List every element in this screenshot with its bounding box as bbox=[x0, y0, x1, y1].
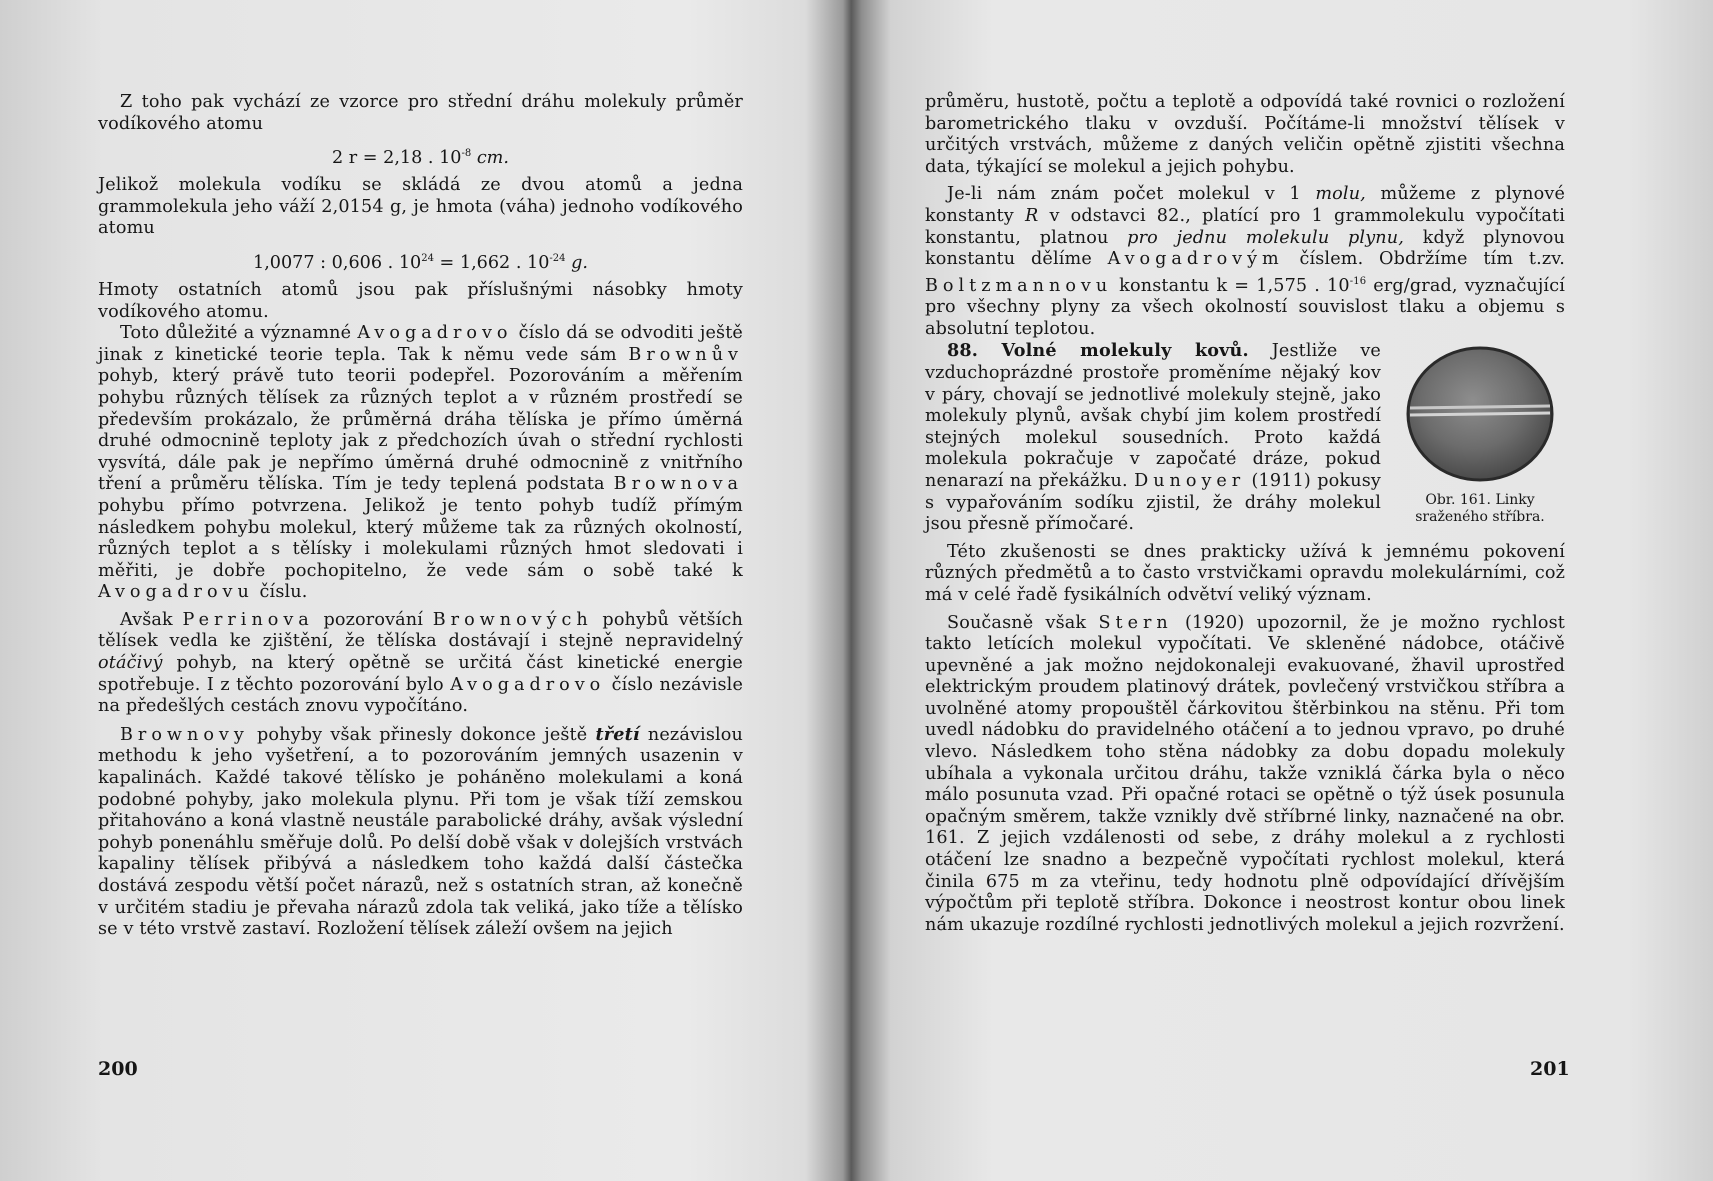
left-page bbox=[98, 92, 743, 941]
paragraph: Brownovy pohyby však přinesly dokonce ještě třetí nezávislou methodu k jeho vyšetření, a to pozorováním jemných usazenin v kapalinách. Každé takové tělísko je poháněno molekulami a koná podobné pohyby, jako molekula plynu. Při tom je však tíží zemskou přitahováno a koná vlastně neustále parabolické dráhy, avšak výslední pohyb ponenáhlu směřuje dolů. Po delší době však v dolejších vrstvách kapaliny tělísek přibývá a následkem toho každá další částečka dostává zespodu větší počet nárazů, než s ostatních stran, až konečně v určitém stadiu je převaha nárazů zdola tak veliká, jako tíže a tělísko se v této vrstvě zastaví. Rozložení tělísek záleží ovšem na jejich bbox=[98, 723, 744, 940]
paragraph: Této zkušenosti se dnes prakticky užívá k jemnému pokovení různých předmětů a to často vrstvičkami opravdu molekulárními, což má v celé řadě fysikálních odvětví veliký význam. bbox=[925, 541, 1565, 605]
paragraph: Toto důležité a významné Avogadrovo číslo dá se odvoditi ještě jinak z kinetické teorie tepla. Tak k němu vede sám Brownův pohyb, který právě tuto teorii podepřel. Pozorováním a měřením pohybu různých tělísek za různých teplot a v různém prostředí se především prokázalo, že průměrná dráha tělíska je přímo úměrná druhé odmocnině teploty jak z předchozích úvah o střední rychlosti vysvítá, dále pak je nepřímo úměrná druhé odmocnině z vnitřního tření a průměru tělíska. Tím je tedy teplená podstata Brownova pohybu přímo potvrzena. Jelikož je tento pohyb tudíž přímým následkem pohybu molekul, který můžeme tak za různých okolností, různých teplot a s tělísky i molekulami různých hmot sledovati i měřiti, je dobře pochopitelno, že vede sám o sobě také k Avogadrovu číslu. bbox=[98, 323, 743, 603]
right-page bbox=[925, 92, 1565, 936]
page-number: 201 bbox=[1530, 1058, 1570, 1080]
formula-atom-mass: 1,0077 : 0,606 . $10^{24} = 1,662$ . $10^{-24}$ g. bbox=[253, 252, 588, 273]
formula-atom-diameter: 2 r = 2,18 . $10^{-8}$ cm. bbox=[332, 148, 509, 169]
figure-161 bbox=[1395, 346, 1565, 526]
silver-lines-disc-image bbox=[1400, 346, 1560, 484]
paragraph: Jelikož molekula vodíku se skládá ze dvou atomů a jedna grammolekula jeho váží 2,0154 g, je hmota (váha) jednoho vodíkového atomu bbox=[98, 175, 743, 239]
paragraph: Hmoty ostatních atomů jsou pak příslušnými násobky hmoty vodíkového atomu. bbox=[98, 279, 743, 322]
paragraph: Je-li nám znám počet molekul v 1 molu, můžeme z plynové konstanty R v odstavci 82., platící pro 1 grammolekulu vypočítati konstantu, platnou pro jednu molekulu plynu, když plynovou konstantu dělíme Avogadrovým číslem. Obdržíme tím t.zv. Boltzmannovu konstantu k = 1,575 . $10^{-16}$ erg/grad, vyznačující pro všechny plyny za všech okolností souvislost tlaku a objemu s absolutní teplotou. bbox=[925, 184, 1566, 339]
page-number: 200 bbox=[98, 1058, 138, 1080]
paragraph: Z toho pak vychází ze vzorce pro střední dráhu molekuly průměr vodíkového atomu bbox=[98, 92, 743, 134]
paragraph: průměru, hustotě, počtu a teplotě a odpovídá také rovnici o rozložení barometrického tlaku v ovzduší. Počítáme-li množství tělísek v určitých vrstvách, můžeme z daných veličin opětně zjistiti všechna data, týkající se molekul a jejich pohybu. bbox=[925, 92, 1565, 177]
figure-caption: Obr. 161. Linky sraženého stříbra. bbox=[1415, 492, 1545, 526]
paragraph: Avšak Perrinova pozorování Brownových pohybů větších tělísek vedla ke zjištění, že tělíska dostávají i stejně nepravidelný otáčivý pohyb, na který opětně se určitá část kinetické energie spotřebuje. I z těchto pozorování bylo Avogadrovo číslo nezávisle na předešlých cestách znovu vypočítáno. bbox=[98, 609, 744, 717]
paragraph: Současně však Stern (1920) upozornil, že je možno rychlost takto letících molekul vypočítati. Ve skleněné nádobce, otáčivě upevněné a jak možno nejdokonaleji evakuované, žhavil uprostřed elektrickým proudem platinový drátek, povlečený vrstvičkou stříbra a uvolněné atomy propouštěl čárkovitou štěrbinkou na stěnu. Při tom uvedl nádobku do pravidelného otáčení a to jednou vpravo, po druhé vlevo. Následkem toho stěna nádobky za dobu dopadu molekuly ubíhala a vykonala určitou dráhu, takže vzniklá čárka byla o něco málo posunuta vzad. Při opačné rotaci se opětně o týž úsek posunula opačným směrem, takže vznikly dvě stříbrné linky, naznačené na obr. 161. Z jejich vzdálenosti od sebe, z dráhy molekul a z rychlosti otáčení lze snadno a bezpečně vypočítati rychlost molekul, která činila 675 m za vteřinu, tedy hodnotu plně odpovídající dřívějším výpočtům při teplotě stříbra. Dokonce i neostrost kontur obou linek nám ukazuje rozdílné rychlosti jednotlivých molekul a jejich rozvržení. bbox=[925, 612, 1565, 935]
paragraph: 88. Volné molekuly kovů. Jestliže ve vzduchoprázdné prostoře proměníme nějaký kov v páry, chovají se jednotlivé molekuly stejně, jako molekuly plynů, avšak chybí jim kolem prostředí stejných molekul sousedních. Proto každá molekula pokračuje v započaté dráze, pokud nenarazí na překážku. Dunoyer (1911) pokusy s vypařováním sodíku zjistil, že dráhy molekul jsou přesně přímočaré. bbox=[925, 340, 1381, 535]
